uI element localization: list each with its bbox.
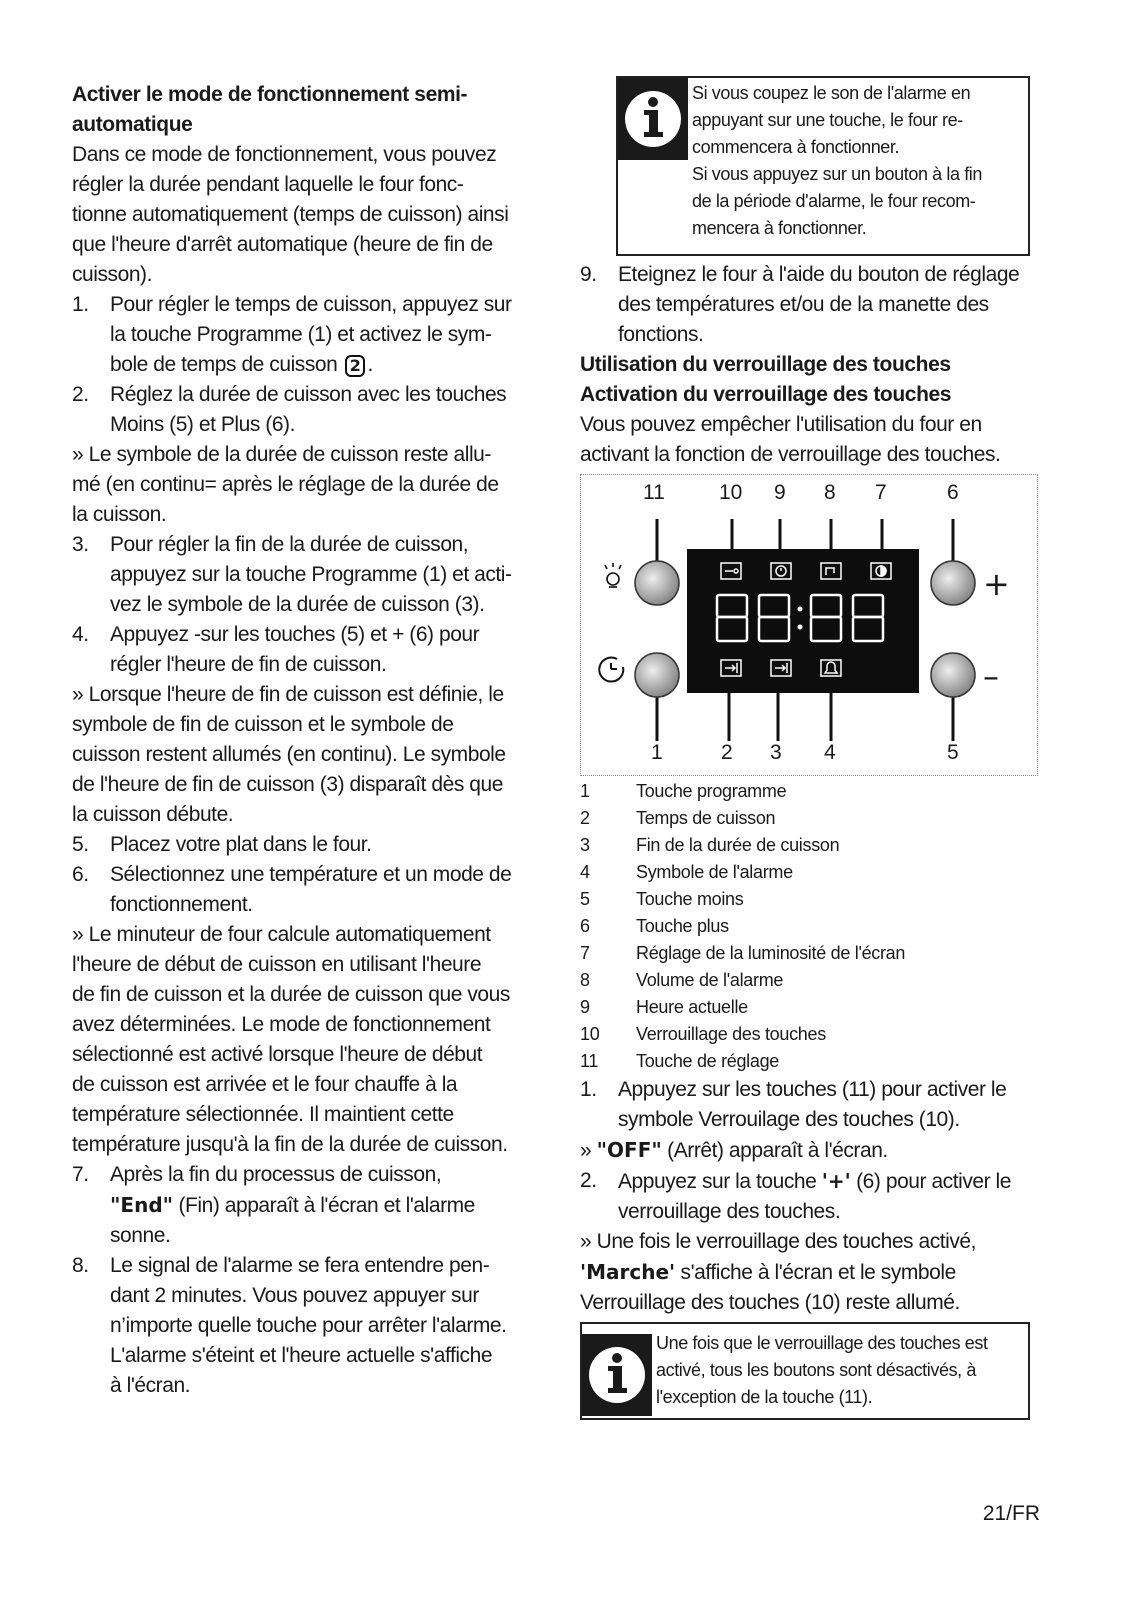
legend-text: Touche de réglage [636, 1051, 780, 1071]
diagram-label-7: 7 [875, 481, 887, 504]
step-8: 8. Le signal de l'alarme se fera entendre pen- dant 2 minutes. Vous pouvez appuyer sur n’importe quelle touche pour arrêter l'alarme. L'alarme s'éteint et l'heure actuelle s'affiche à l'écran. [72, 1254, 507, 1397]
legend-number: 5 [580, 889, 590, 909]
step-1: 1. Pour régler le temps de cuisson, appuyez sur la touche Programme (1) et activez le sym- bole de temps de cuisson 2 . [72, 293, 512, 376]
legend-number: 4 [580, 862, 590, 882]
page-number: 21/FR [982, 1502, 1040, 1525]
note-1: » Le symbole de la durée de cuisson reste allu- mé (en continu= après le réglage de la durée de la cuisson. [72, 443, 499, 526]
legend-text: Heure actuelle [636, 997, 748, 1017]
diagram-label-3: 3 [770, 741, 782, 764]
legend-text: Fin de la durée de cuisson [636, 835, 840, 855]
diagram-label-10: 10 [719, 481, 743, 504]
legend-number: 10 [580, 1024, 600, 1044]
section-heading: Activer le mode de fonctionnement semi- automatique [72, 83, 468, 136]
right-column [580, 76, 1050, 1420]
cooking-time-symbol-icon: 2 [345, 355, 366, 377]
legend-item [580, 886, 1050, 913]
lock-note: » Une fois le verrouillage des touches activé, 'Marche' s'affiche à l'écran et le symbole Verrouillage des touches (10) reste allumé. [580, 1230, 977, 1314]
legend-item [580, 832, 1050, 859]
legend-text: Réglage de la luminosité de l'écran [636, 943, 906, 963]
timer-icon [599, 658, 623, 682]
legend-text: Touche moins [636, 889, 744, 909]
diagram-label-5: 5 [947, 741, 959, 764]
step-3: 3. Pour régler la fin de la durée de cuisson, appuyez sur la touche Programme (1) et acti- vez le symbole de la durée de cuisson (3). [72, 533, 512, 616]
minus-symbol: – [983, 657, 999, 695]
knob-5 [931, 653, 975, 697]
legend-text: Verrouillage des touches [636, 1024, 826, 1044]
legend-number: 6 [580, 916, 590, 936]
step-4: 4. Appuyez -sur les touches (5) et + (6) pour régler l'heure de fin de cuisson. [72, 623, 480, 676]
diagram-label-2: 2 [721, 741, 733, 764]
legend-item [580, 859, 1050, 886]
diagram-label-9: 9 [774, 481, 786, 504]
subheading-1: Utilisation du verrouillage des touches [580, 353, 951, 376]
legend-number: 3 [580, 835, 590, 855]
control-panel-diagram [580, 474, 1038, 776]
knob-11 [635, 561, 679, 605]
legend-list [580, 778, 1050, 1075]
legend-item [580, 805, 1050, 832]
diagram-label-11: 11 [643, 481, 665, 504]
legend-text: Temps de cuisson [636, 808, 776, 828]
diagram-label-6: 6 [947, 481, 959, 504]
legend-number: 9 [580, 997, 590, 1017]
legend-text: Symbole de l'alarme [636, 862, 793, 882]
legend-number: 7 [580, 943, 590, 963]
legend-number: 11 [580, 1051, 599, 1071]
lock-step-1: 1. Appuyez sur les touches (11) pour activer le symbole Verrouilage des touches (10). [580, 1078, 1007, 1131]
legend-number: 8 [580, 970, 590, 990]
legend-text: Volume de l'alarme [636, 970, 784, 990]
diagram-label-4: 4 [824, 741, 836, 764]
step-7: 7. Après la fin du processus de cuisson, "End" (Fin) apparaît à l'écran et l'alarme sonne. [72, 1163, 475, 1247]
note-3: » Le minuteur de four calcule automatiquement l'heure de début de cuisson en utilisant l'heure de fin de cuisson et la durée de cuisson que vous avez déterminées. Le mode de fonctionnement sélectionné est activé lorsque l'heure de début de cuisson est arrivée et le four chauffe à la température sélectionnée. Il maintient cette température jusqu'à la fin de la durée de cuisson. [72, 923, 510, 1156]
off-line: » "OFF" (Arrêt) apparaît à l'écran. [580, 1138, 888, 1162]
diagram-label-8: 8 [824, 481, 836, 504]
legend-number: 2 [580, 808, 590, 828]
legend-item [580, 1048, 1050, 1075]
knob-6 [931, 561, 975, 605]
legend-item [580, 913, 1050, 940]
legend-text: Touche programme [636, 781, 787, 801]
legend-item [580, 940, 1050, 967]
legend-number: 1 [580, 781, 590, 801]
info-icon [582, 1334, 652, 1416]
legend-text: Touche plus [636, 916, 729, 936]
legend-item [580, 778, 1050, 805]
info-icon [618, 78, 688, 160]
step-9: 9. Eteignez le four à l'aide du bouton de réglage des températures et/ou de la manette des fonctions. [580, 263, 1020, 346]
lamp-icon [605, 563, 621, 587]
lock-intro: Vous pouvez empêcher l'utilisation du four en activant la fonction de verrouillage des touches. [580, 413, 1001, 466]
left-column [72, 80, 552, 1401]
diagram-label-1: 1 [651, 741, 663, 764]
lock-step-2: 2. Appuyez sur la touche '+' (6) pour activer le verrouillage des touches. [580, 1169, 1011, 1223]
legend-item [580, 1021, 1050, 1048]
step-2: 2. Réglez la durée de cuisson avec les touches Moins (5) et Plus (6). [72, 383, 507, 436]
plus-symbol: + [983, 565, 1010, 603]
legend-item [580, 967, 1050, 994]
intro-paragraph: Dans ce mode de fonctionnement, vous pouvez régler la durée pendant laquelle le four fonc- tionne automatiquement (temps de cuisson) ainsi que l'heure d'arrêt automatique (heure de fin de cuisson). [72, 143, 509, 286]
subheading-2: Activation du verrouillage des touches [580, 383, 952, 406]
knob-1 [635, 653, 679, 697]
step-5: 5. Placez votre plat dans le four. [72, 833, 372, 856]
info-box-1: Si vous coupez le son de l'alarme en appuyant sur une touche, le four re- commencera à fonctionner. Si vous appuyez sur un bouton à la fin de la période d'alarme, le four recom- mencera à fonctionner. [616, 76, 1030, 256]
note-2: » Lorsque l'heure de fin de cuisson est définie, le symbole de fin de cuisson et le symbole de cuisson restent allumés (en continu). Le symbole de l'heure de fin de cuisson (3) disparaît dès que la cuisson débute. [72, 683, 506, 826]
step-6: 6. Sélectionnez une température et un mode de fonctionnement. [72, 863, 512, 916]
info-box-2: Une fois que le verrouillage des touches est activé, tous les boutons sont désactivés, à l'exception de la touche (11). [580, 1322, 1030, 1420]
legend-item [580, 994, 1050, 1021]
